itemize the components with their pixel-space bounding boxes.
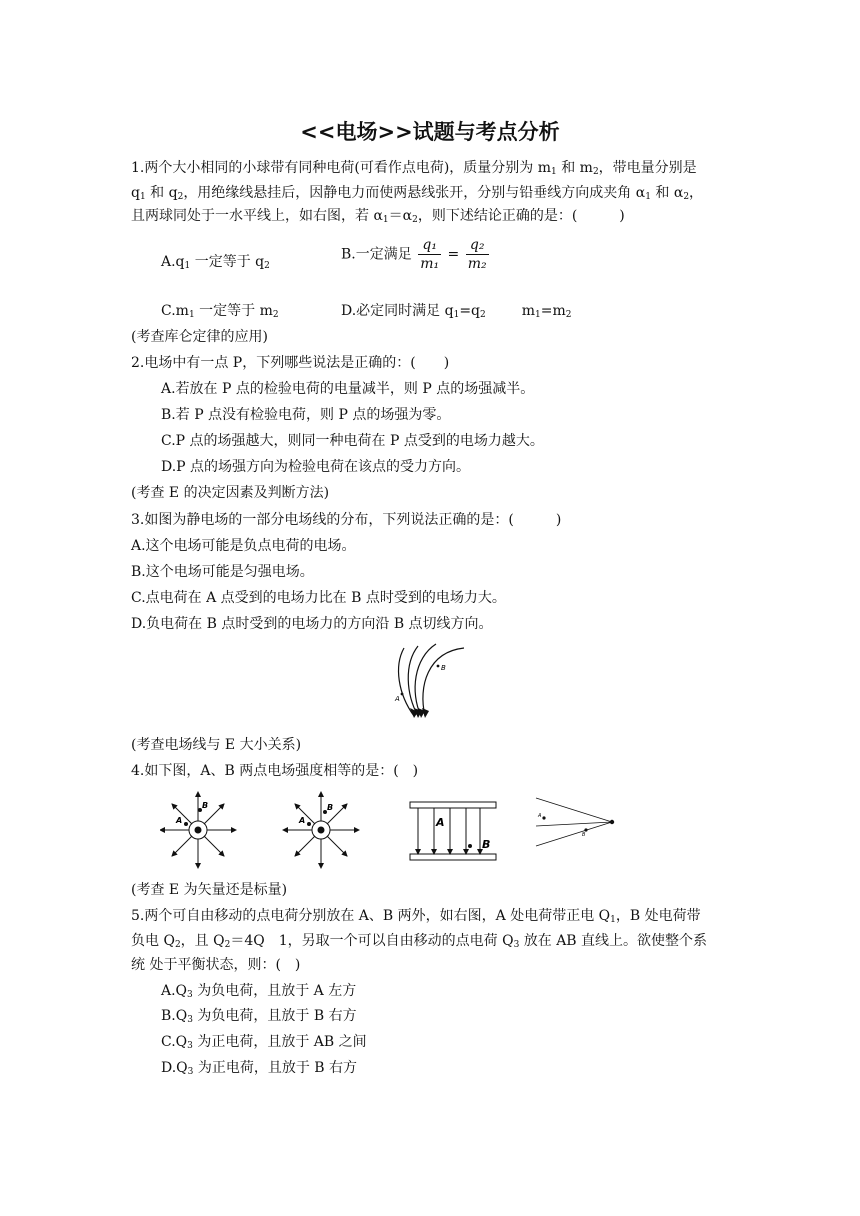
q1-stem-line-1 <box>131 158 697 182</box>
subscript: 2 <box>683 192 690 202</box>
fig-b-label-b: B <box>327 803 334 812</box>
fig-c-label-b: B <box>482 838 491 851</box>
text: A.q <box>161 254 185 270</box>
field-lines-figure <box>388 642 470 722</box>
fraction-q1-m1 <box>418 236 441 273</box>
text: 且两球同处于一水平线上，如右图，若 α <box>131 208 383 224</box>
text: C.Q <box>161 1034 188 1050</box>
q2-note: (考查 E 的决定因素及判断方法) <box>131 485 330 501</box>
text: 为负电荷，且放于 A 左方 <box>192 983 357 999</box>
subscript: 3 <box>513 940 520 950</box>
subscript: 1 <box>382 215 389 225</box>
text: ，则下述结论正确的是：( ) <box>417 208 625 224</box>
text: 放在 AB 直线上。欲使整个系 <box>519 933 708 949</box>
q3-option-a[interactable]: A.这个电场可能是负点电荷的电场。 <box>131 538 356 554</box>
subscript: 2 <box>412 215 418 225</box>
q2-option-d[interactable]: D.P 点的场强方向为检验电荷在该点的受力方向。 <box>161 459 471 475</box>
text: ，用绝缘线悬挂后，因静电力而使两悬线张开，分别与铅垂线方向成夹角 α <box>183 185 646 201</box>
q1-option-d[interactable] <box>341 301 572 325</box>
q5-stem-line-1 <box>131 906 701 930</box>
figure-d-converging-lines[interactable] <box>536 798 614 846</box>
text: q <box>131 185 140 201</box>
label-a: A <box>395 695 400 703</box>
q3-option-b[interactable]: B.这个电场可能是匀强电场。 <box>131 564 314 580</box>
text: 为正电荷，且放于 AB 之间 <box>192 1034 367 1050</box>
figure-c-parallel-plates[interactable] <box>410 802 496 860</box>
text: 和 q <box>145 185 178 201</box>
text: 1.两个大小相同的小球带有同种电荷(可看作点电荷)，质量分别为 m <box>131 160 552 176</box>
fig-d-label-b: B <box>582 832 586 838</box>
q2-option-c[interactable]: C.P 点的场强越大，则同一种电荷在 P 点受到的电场力越大。 <box>161 433 544 449</box>
text: ＝4Q 1，另取一个可以自由移动的点电荷 Q <box>230 933 514 949</box>
text: 5.两个可自由移动的点电荷分别放在 A、B 两外，如右图，A 处电荷带正电 Q <box>131 908 611 924</box>
numerator: q₂ <box>466 236 489 255</box>
subscript: 3 <box>187 1041 193 1051</box>
q1-option-b[interactable] <box>341 236 491 273</box>
q5-option-a[interactable] <box>161 981 356 1005</box>
subscript: 3 <box>187 1015 193 1025</box>
text: =m <box>540 303 566 319</box>
q5-option-c[interactable] <box>161 1032 367 1056</box>
subscript: 1 <box>188 310 195 320</box>
arrowheads <box>410 708 429 718</box>
text: m <box>521 303 536 319</box>
q1-note: (考查库仑定律的应用) <box>131 329 268 345</box>
text: B.一定满足 <box>341 246 412 263</box>
text: ，带电量分别是 <box>598 160 697 176</box>
fig-b-label-a: A <box>299 816 306 825</box>
subscript: 2 <box>272 310 279 320</box>
text: 和 m <box>556 160 593 176</box>
subscript: 1 <box>453 310 460 320</box>
subscript: 1 <box>184 261 191 271</box>
fig-d-label-a: A <box>538 813 542 819</box>
denominator: m₂ <box>467 256 487 272</box>
text: 和 α <box>650 185 684 201</box>
page-title: <<电场>>试题与考点分析 <box>300 120 560 144</box>
fig-c-label-a: A <box>436 816 445 829</box>
q2-option-a[interactable]: A.若放在 P 点的检验电荷的电量减半，则 P 点的场强减半。 <box>161 381 535 397</box>
denominator: m₁ <box>420 256 440 272</box>
subscript: 2 <box>177 192 184 202</box>
subscript: 2 <box>565 310 572 320</box>
subscript: 1 <box>139 192 146 202</box>
q3-option-d[interactable]: D.负电荷在 B 点时受到的电场力的方向沿 B 点切线方向。 <box>131 616 493 632</box>
subscript: 2 <box>264 261 270 271</box>
q1-stem-line-3 <box>131 206 625 230</box>
text: ， <box>689 185 704 201</box>
q1-option-a[interactable] <box>161 252 270 276</box>
text: ，B 处电荷带 <box>615 908 701 924</box>
numerator: q₁ <box>418 236 441 255</box>
q5-stem-line-2 <box>131 931 707 955</box>
subscript: 1 <box>535 310 541 320</box>
text: B.Q <box>161 1008 188 1024</box>
text: 一定等于 m <box>194 303 273 319</box>
subscript: 1 <box>645 192 651 202</box>
q1-stem-line-2 <box>131 183 703 207</box>
subscript: 2 <box>174 940 181 950</box>
text: C.m <box>161 303 189 319</box>
text: =q <box>459 303 481 319</box>
q5-stem-line-3: 统 处于平衡状态，则：( ) <box>131 957 301 973</box>
figure-a-point-charge[interactable] <box>160 792 236 868</box>
equals-sign: = <box>447 246 460 263</box>
text: 为负电荷，且放于 B 右方 <box>192 1008 357 1024</box>
fig-a-label-a: A <box>176 816 183 825</box>
subscript: 3 <box>187 990 193 1000</box>
q1-option-c[interactable] <box>161 301 279 325</box>
text: D.必定同时满足 q <box>341 303 454 319</box>
point-b <box>437 665 440 668</box>
subscript: 2 <box>224 940 231 950</box>
q2-stem: 2.电场中有一点 P，下列哪些说法是正确的：( ) <box>131 355 450 371</box>
q4-figures <box>160 788 620 872</box>
q5-option-d[interactable] <box>161 1058 357 1082</box>
text: A.Q <box>161 983 188 999</box>
label-b: B <box>441 664 446 672</box>
curved-field-lines <box>399 644 464 716</box>
q2-option-b[interactable]: B.若 P 点没有检验电荷，则 P 点的场强为零。 <box>161 407 451 423</box>
q4-note: (考查 E 为矢量还是标量) <box>131 882 288 898</box>
text: D.Q <box>161 1060 188 1076</box>
text: 一定等于 q <box>190 254 265 270</box>
subscript: 1 <box>551 167 557 177</box>
text: ＝α <box>388 208 413 224</box>
text: 为正电荷，且放于 B 右方 <box>193 1060 358 1076</box>
subscript: 1 <box>610 915 616 925</box>
text: ，且 Q <box>180 933 225 949</box>
q3-stem: 3.如图为静电场的一部分电场线的分布，下列说法正确的是：( ) <box>131 512 562 528</box>
subscript: 2 <box>480 310 486 320</box>
subscript: 3 <box>187 1067 194 1077</box>
point-a <box>401 693 404 696</box>
fraction-q2-m2 <box>466 236 489 273</box>
subscript: 2 <box>592 167 599 177</box>
q4-stem: 4.如下图，A、B 两点电场强度相等的是：( ) <box>131 763 419 779</box>
q5-option-b[interactable] <box>161 1006 357 1030</box>
q3-option-c[interactable]: C.点电荷在 A 点受到的电场力比在 B 点时受到的电场力大。 <box>131 590 506 606</box>
text: 负电 Q <box>131 933 175 949</box>
fig-a-label-b: B <box>202 801 209 810</box>
q3-note: (考查电场线与 E 大小关系) <box>131 737 302 753</box>
figure-b-point-charge[interactable] <box>283 792 359 868</box>
